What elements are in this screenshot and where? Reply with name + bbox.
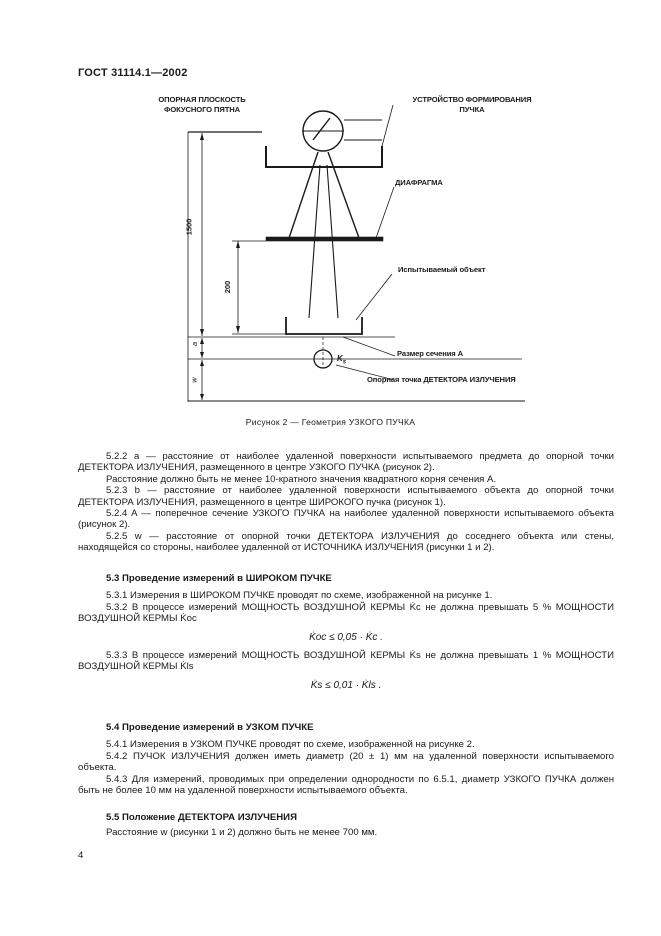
para-5-4-2: 5.4.2 ПУЧОК ИЗЛУЧЕНИЯ должен иметь диаметр (20 ± 1) мм на удаленной поверхности испытываемого объекта. [78, 750, 614, 774]
label-beam-device: УСТРОЙСТВО ФОРМИРОВАНИЯ ПУЧКА [412, 95, 532, 114]
section-5-3 [78, 573, 614, 691]
section-5-2-text [78, 451, 614, 554]
label-detector-point: Опорная точка ДЕТЕКТОРА ИЗЛУЧЕНИЯ [367, 375, 516, 384]
formula-1: K̇oc ≤ 0,05 · K̇c . [309, 631, 383, 643]
para-5-2-2: 5.2.2 a — расстояние от наиболее удаленной поверхности испытываемого предмета до опорной точки ДЕТЕКТОРА ИЗЛУЧЕНИЯ, размещенного в центре УЗКОГО ПУЧКА (рисунок 2). [78, 451, 614, 474]
heading-5-4: 5.4 Проведение измерений в УЗКОМ ПУЧКЕ [106, 722, 314, 733]
para-5-5-1: Расстояние w (рисунки 1 и 2) должно быть не менее 700 мм. [106, 827, 378, 839]
heading-5-3: 5.3 Проведение измерений в ШИРОКОМ ПУЧКЕ [106, 573, 332, 584]
para-5-2-2b: Расстояние должно быть не менее 10-кратного значения квадратного корня сечения А. [106, 473, 497, 485]
para-5-3-2: 5.3.2 В процессе измерений МОЩНОСТЬ ВОЗДУШНОЙ КЕРМЫ K̇c не должна превышать 5 % МОЩНОСТИ ВОЗДУШНОЙ КЕРМЫ K̇oc [78, 601, 614, 625]
beam-geometry-diagram [0, 0, 661, 420]
test-object-box [286, 317, 362, 334]
para-5-4-3: 5.4.3 Для измерений, проводимых при определении однородности по 6.5.1, диаметр УЗКОГО ПУЧКА должен быть не более 10 мм на удаленной поверхности испытываемого объекта. [78, 773, 614, 797]
dim-a: a [190, 341, 200, 347]
para-5-2-5: 5.2.5 w — расстояние от опорной точки ДЕТЕКТОРА ИЗЛУЧЕНИЯ до соседнего объекта или стены, находящейся со стороны, наиболее удаленной от ИСТОЧНИКА ИЗЛУЧЕНИЯ (рисунки 1 и 2). [78, 530, 614, 554]
para-5-4-1: 5.4.1 Измерения в УЗКОМ ПУЧКЕ проводят по схеме, изображенной на рисунке 2. [106, 739, 475, 751]
figure-2 [0, 0, 661, 420]
section-5-5 [78, 812, 614, 839]
dim-w: w [189, 377, 199, 383]
k-symbol: $K_s$ [337, 354, 346, 366]
heading-5-5: 5.5 Положение ДЕТЕКТОРА ИЗЛУЧЕНИЯ [106, 812, 297, 823]
document-header: ГОСТ 31114.1—2002 [78, 67, 188, 79]
label-ref-plane: ОПОРНАЯ ПЛОСКОСТЬ ФОКУСНОГО ПЯТНА [158, 95, 246, 114]
label-diaphragm: ДИАФРАГМА [395, 178, 443, 187]
diaphragm-plate [266, 237, 383, 241]
label-test-object: Испытываемый объект [398, 265, 486, 274]
para-5-2-4: 5.2.4 A — поперечное сечение УЗКОГО ПУЧКА на наиболее удаленной поверхности испытываемого объекта (рисунок 2). [78, 508, 615, 531]
dim-1500: 1500 [184, 218, 194, 236]
para-5-2-3: 5.2.3 b — расстояние от наиболее удаленной поверхности испытываемого объекта до опорной точки ДЕТЕКТОРА ИЗЛУЧЕНИЯ, размещенного в центре ШИРОКОГО пучка (рисунок 1). [78, 485, 614, 508]
figure-caption: Рисунок 2 — Геометрия УЗКОГО ПУЧКА [245, 417, 416, 427]
beam-device-box [266, 146, 382, 167]
dim-200: 200 [223, 280, 233, 294]
section-5-4 [78, 722, 614, 796]
formula-2: K̇s ≤ 0,01 · K̇ls . [310, 679, 382, 691]
page-number: 4 [78, 850, 84, 861]
para-5-3-1: 5.3.1 Измерения в ШИРОКОМ ПУЧКЕ проводят по схеме, изображенной на рисунке 1. [106, 590, 493, 602]
label-section-size: Размер сечения А [397, 349, 464, 358]
para-5-3-3: 5.3.3 В процессе измерений МОЩНОСТЬ ВОЗДУШНОЙ КЕРМЫ K̇s не должна превышать 1 % МОЩНОСТИ ВОЗДУШНОЙ КЕРМЫ K̇ls [78, 650, 614, 673]
